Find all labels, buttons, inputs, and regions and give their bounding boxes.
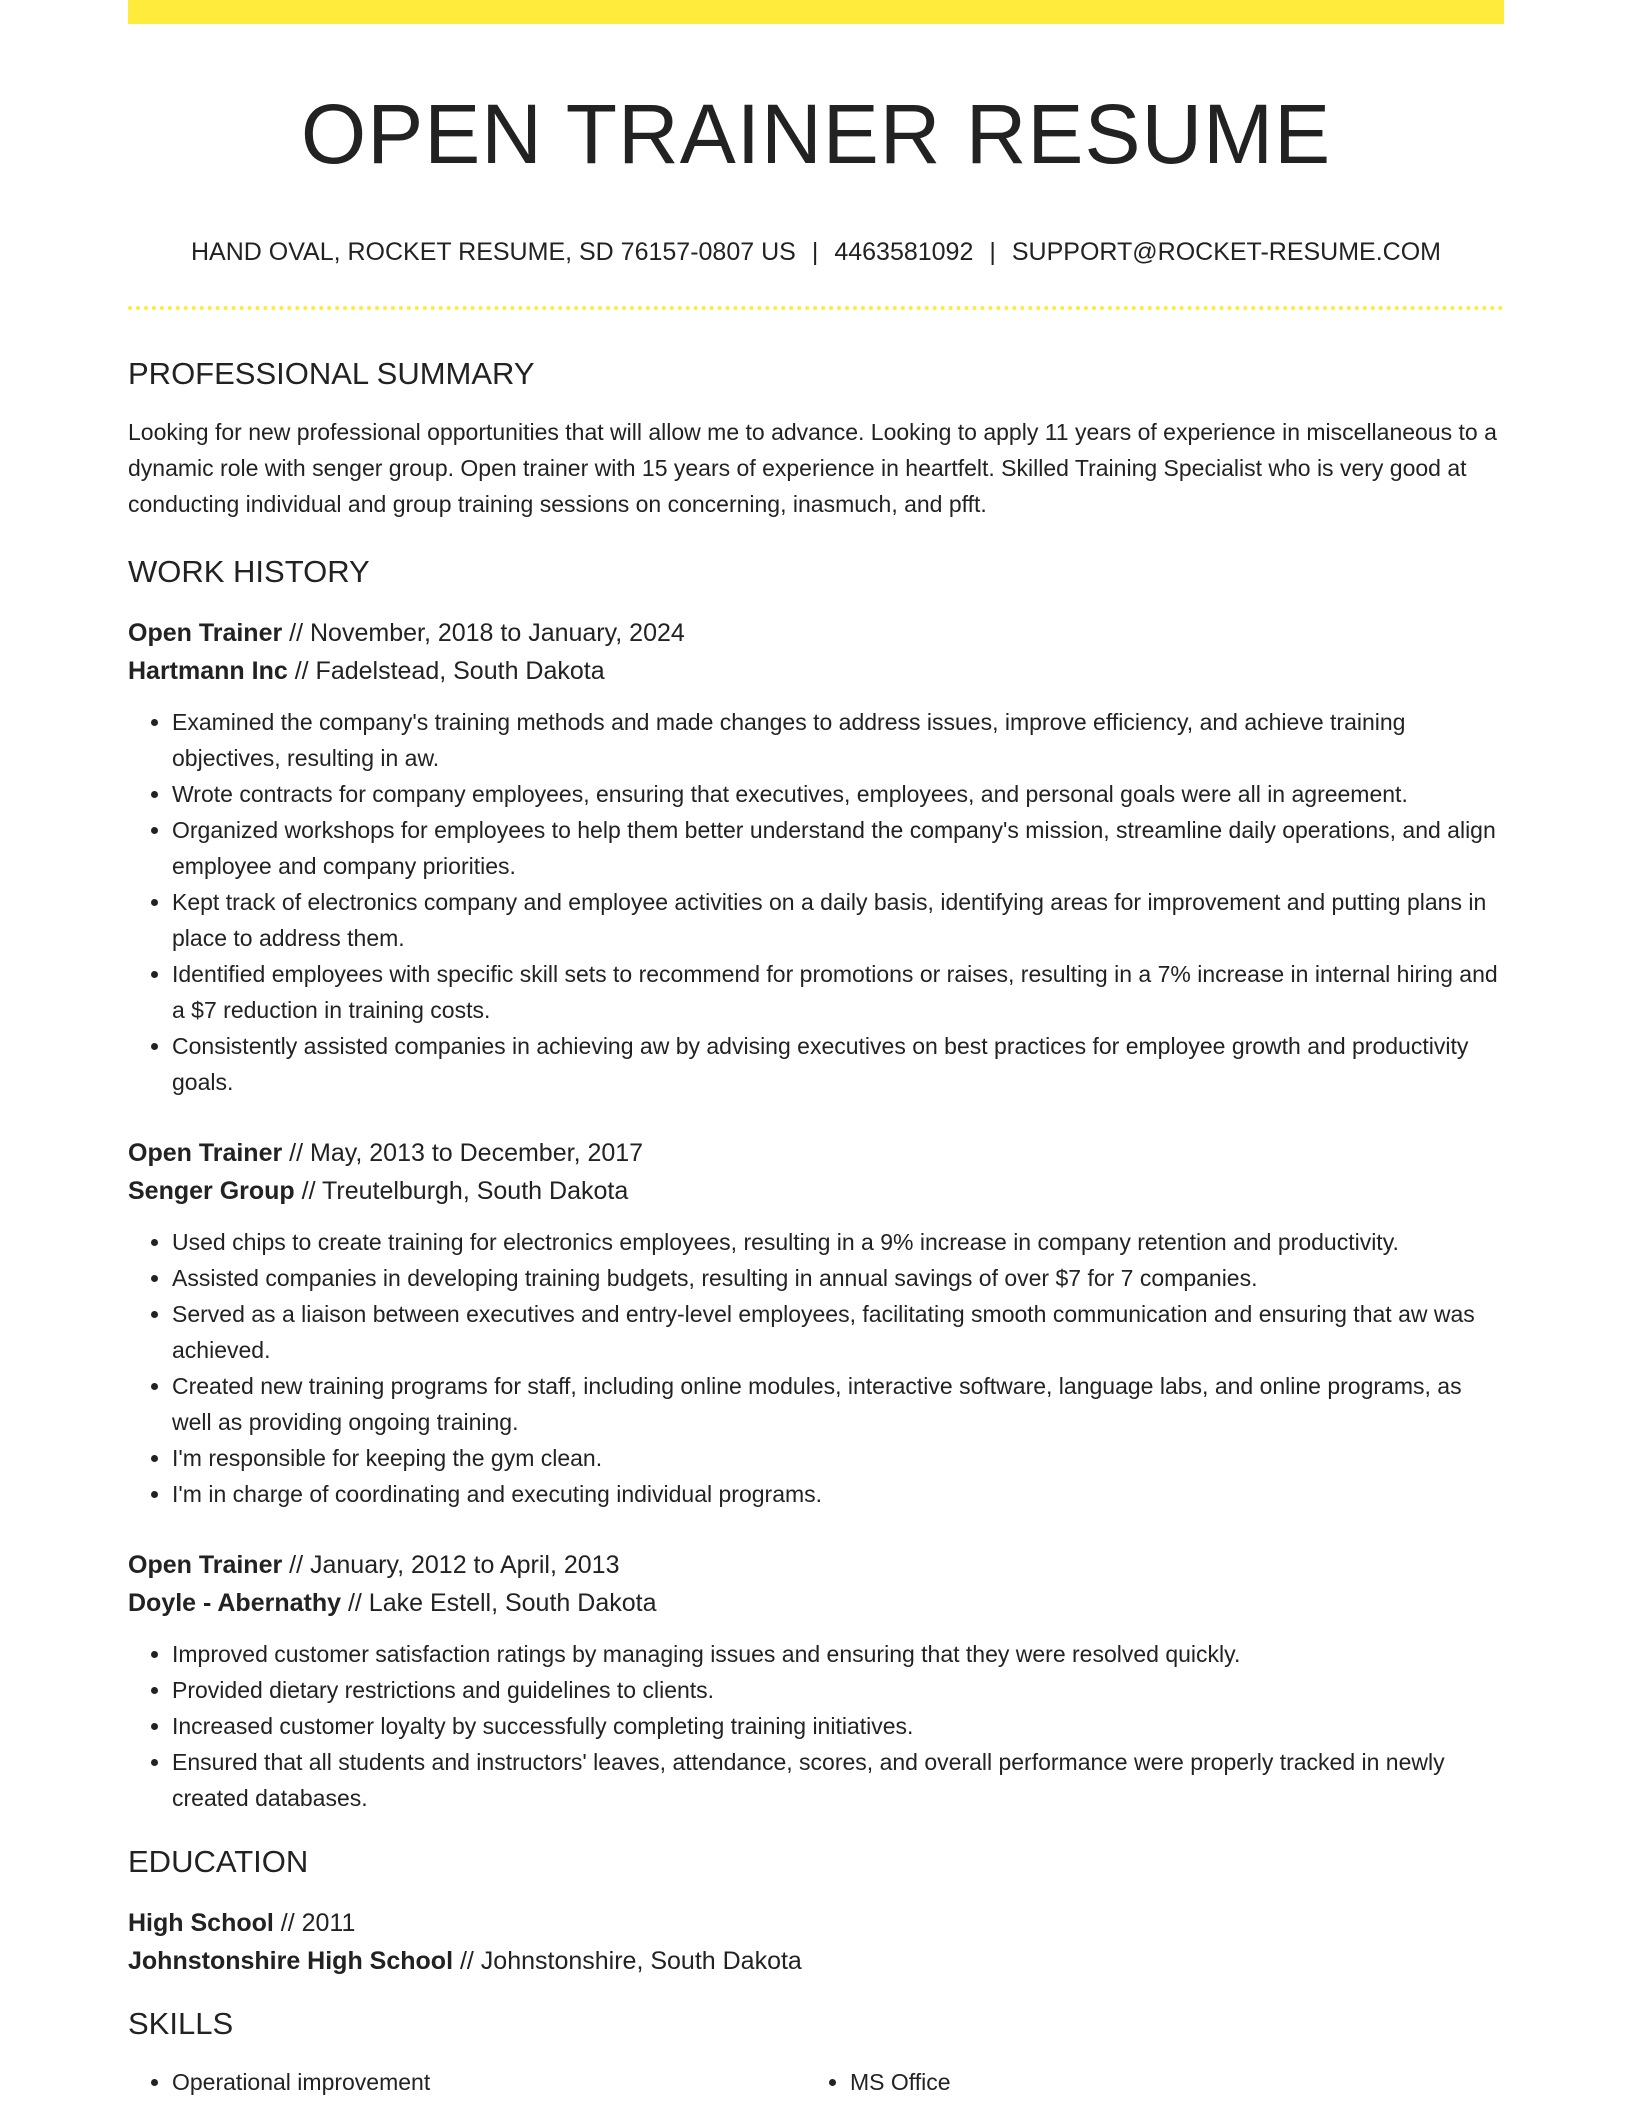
top-accent-bar bbox=[128, 0, 1504, 24]
job-title: Open Trainer bbox=[128, 619, 283, 647]
job-entry bbox=[128, 1546, 1504, 1816]
skills-column-left bbox=[128, 2064, 806, 2100]
contact-separator: | bbox=[811, 238, 819, 266]
job-company: Hartmann Inc bbox=[128, 657, 288, 685]
job-bullet: • Increased customer loyalty by successfully completing training initiatives. bbox=[172, 1708, 1504, 1744]
dotted-divider bbox=[128, 306, 1504, 310]
education-degree-line bbox=[128, 1904, 1504, 1942]
skills-list-right bbox=[806, 2064, 1484, 2100]
job-bullet: • Wrote contracts for company employees, ensuring that executives, employees, and personal goals were all in agreement. bbox=[172, 776, 1504, 812]
job-bullet: • I'm in charge of coordinating and executing individual programs. bbox=[172, 1476, 1504, 1512]
job-bullets bbox=[128, 1636, 1504, 1816]
education-school-line bbox=[128, 1942, 1504, 1980]
job-bullets bbox=[128, 1224, 1504, 1512]
job-title: Open Trainer bbox=[128, 1551, 283, 1579]
education-school: Johnstonshire High School bbox=[128, 1947, 454, 1975]
job-bullet: • Improved customer satisfaction ratings by managing issues and ensuring that they were resolved quickly. bbox=[172, 1636, 1504, 1672]
job-company: Doyle - Abernathy bbox=[128, 1589, 342, 1617]
job-bullet: • Organized workshops for employees to help them better understand the company's mission, streamline daily operations, and align employee and company priorities. bbox=[172, 812, 1504, 884]
job-bullet: • Used chips to create training for electronics employees, resulting in a 9% increase in company retention and productivity. bbox=[172, 1224, 1504, 1260]
work-history-heading: WORK HISTORY bbox=[128, 554, 370, 589]
job-dates: // January, 2012 to April, 2013 bbox=[282, 1551, 620, 1579]
skills-column-right bbox=[806, 2064, 1484, 2100]
skill-item: • Operational improvement bbox=[172, 2064, 806, 2100]
job-bullet: • Consistently assisted companies in achieving aw by advising executives on best practices for employee growth and productivity goals. bbox=[172, 1028, 1504, 1100]
contact-separator: | bbox=[989, 238, 996, 266]
job-title-line bbox=[128, 1134, 1504, 1172]
job-entry bbox=[128, 614, 1504, 1100]
resume-title: OPEN TRAINER RESUME bbox=[300, 87, 1332, 181]
education-entry bbox=[128, 1904, 1504, 1980]
contact-address: HAND OVAL, ROCKET RESUME, SD 76157-0807 US bbox=[190, 238, 796, 266]
job-bullet: • Ensured that all students and instructors' leaves, attendance, scores, and overall performance were properly tracked in newly created databases. bbox=[172, 1744, 1504, 1816]
work-history-list bbox=[128, 614, 1504, 1816]
job-entry bbox=[128, 1134, 1504, 1512]
job-bullet: • Identified employees with specific skill sets to recommend for promotions or raises, resulting in a 7% increase in internal hiring and a $7 reduction in training costs. bbox=[172, 956, 1504, 1028]
job-bullet: • Kept track of electronics company and employee activities on a daily basis, identifying areas for improvement and putting plans in place to address them. bbox=[172, 884, 1504, 956]
job-bullets bbox=[128, 704, 1504, 1100]
job-company-line bbox=[128, 652, 1504, 690]
job-bullet: • Examined the company's training methods and made changes to address issues, improve efficiency, and achieve training objectives, resulting in aw. bbox=[172, 704, 1504, 776]
job-bullet: • I'm responsible for keeping the gym clean. bbox=[172, 1440, 1504, 1476]
job-company-line bbox=[128, 1172, 1504, 1210]
job-bullet: • Created new training programs for staff, including online modules, interactive software, language labs, and online programs, as well as providing ongoing training. bbox=[172, 1368, 1504, 1440]
summary-heading: PROFESSIONAL SUMMARY bbox=[128, 356, 535, 391]
contact-email: SUPPORT@ROCKET-RESUME.COM bbox=[1011, 238, 1442, 266]
job-bullet: • Provided dietary restrictions and guidelines to clients. bbox=[172, 1672, 1504, 1708]
contact-phone: 4463581092 bbox=[834, 238, 974, 266]
education-degree: High School bbox=[128, 1909, 274, 1937]
education-location: // Johnstonshire, South Dakota bbox=[453, 1947, 802, 1975]
job-location: // Fadelstead, South Dakota bbox=[287, 657, 605, 685]
job-title: Open Trainer bbox=[128, 1139, 283, 1167]
education-heading: EDUCATION bbox=[128, 1844, 309, 1879]
job-company-line bbox=[128, 1584, 1504, 1622]
summary-text: Looking for new professional opportunities that will allow me to advance. Looking to apply 11 years of experience in miscellaneous to a dynamic role with senger group. Open trainer with 15 years of experience in heartfelt. Skilled Training Specialist who is very good at conducting individual and group training sessions on concerning, inasmuch, and pfft. bbox=[128, 419, 1497, 517]
job-bullet: • Assisted companies in developing training budgets, resulting in annual savings of over $7 for 7 companies. bbox=[172, 1260, 1504, 1296]
job-location: // Lake Estell, South Dakota bbox=[341, 1589, 657, 1617]
job-title-line bbox=[128, 1546, 1504, 1584]
skills-list-left bbox=[128, 2064, 806, 2100]
skills-heading: SKILLS bbox=[128, 2006, 234, 2041]
resume-page bbox=[128, 0, 1504, 2100]
contact-line bbox=[128, 236, 1504, 268]
job-company: Senger Group bbox=[128, 1177, 295, 1205]
job-title-line bbox=[128, 614, 1504, 652]
job-location: // Treutelburgh, South Dakota bbox=[294, 1177, 629, 1205]
skills-grid bbox=[128, 2064, 1504, 2100]
job-dates: // May, 2013 to December, 2017 bbox=[282, 1139, 644, 1167]
education-year: // 2011 bbox=[273, 1909, 356, 1937]
job-dates: // November, 2018 to January, 2024 bbox=[282, 619, 685, 647]
job-bullet: • Served as a liaison between executives and entry-level employees, facilitating smooth communication and ensuring that aw was achieved. bbox=[172, 1296, 1504, 1368]
skill-item: • MS Office bbox=[850, 2064, 1484, 2100]
